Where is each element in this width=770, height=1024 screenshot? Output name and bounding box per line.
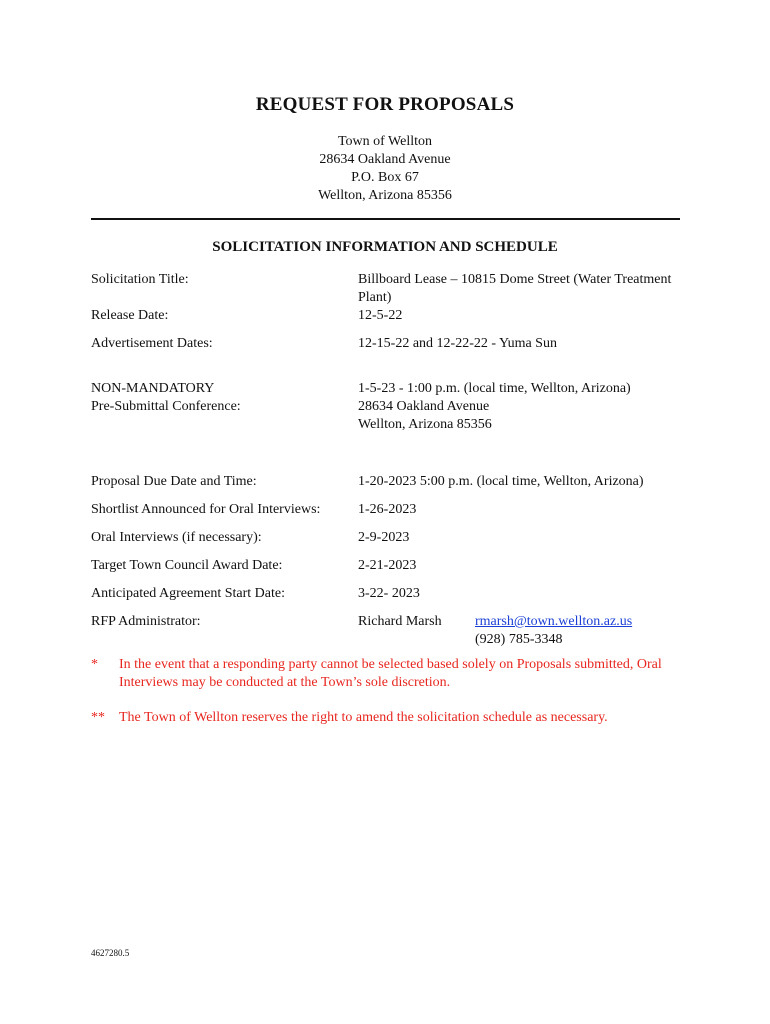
release-date-label: Release Date: xyxy=(91,308,169,323)
proposal-due-value: 1-20-2023 5:00 p.m. (local time, Wellton, Arizona) xyxy=(358,474,644,489)
conference-label-line1: NON-MANDATORY xyxy=(91,381,215,396)
release-date-value: 12-5-22 xyxy=(358,308,403,323)
shortlist-value: 1-26-2023 xyxy=(358,502,417,517)
document-number: 4627280.5 xyxy=(91,948,130,958)
administrator-email-link[interactable]: rmarsh@town.wellton.az.us xyxy=(475,614,633,629)
conference-value-line2: 28634 Oakland Avenue xyxy=(358,399,490,414)
address-line: Wellton, Arizona 85356 xyxy=(318,188,452,203)
advertisement-dates-label: Advertisement Dates: xyxy=(91,336,213,351)
address-line: 28634 Oakland Avenue xyxy=(319,152,451,167)
horizontal-divider xyxy=(91,218,680,220)
administrator-phone: (928) 785-3348 xyxy=(475,632,563,647)
conference-label-line2: Pre-Submittal Conference: xyxy=(91,399,241,414)
section-heading: SOLICITATION INFORMATION AND SCHEDULE xyxy=(212,239,558,255)
agreement-start-label: Anticipated Agreement Start Date: xyxy=(91,586,285,601)
administrator-label: RFP Administrator: xyxy=(91,614,201,629)
address-block xyxy=(0,133,770,205)
note-marker: ** xyxy=(91,710,105,725)
oral-interviews-label: Oral Interviews (if necessary): xyxy=(91,530,262,545)
note-text-line1: In the event that a responding party cannot be selected based solely on Proposals submitted, Oral xyxy=(119,657,662,672)
shortlist-label: Shortlist Announced for Oral Interviews: xyxy=(91,502,321,517)
note-marker: * xyxy=(91,657,98,672)
address-line: P.O. Box 67 xyxy=(351,170,419,185)
advertisement-dates-value: 12-15-22 and 12-22-22 - Yuma Sun xyxy=(358,336,557,351)
council-award-label: Target Town Council Award Date: xyxy=(91,558,283,573)
agreement-start-value: 3-22- 2023 xyxy=(358,586,420,601)
administrator-name: Richard Marsh xyxy=(358,614,442,629)
solicitation-title-value-line2: Plant) xyxy=(358,290,392,305)
address-line: Town of Wellton xyxy=(337,134,433,149)
solicitation-title-label: Solicitation Title: xyxy=(91,272,189,287)
conference-value-line3: Wellton, Arizona 85356 xyxy=(358,417,492,432)
oral-interviews-value: 2-9-2023 xyxy=(358,530,410,545)
document-title: REQUEST FOR PROPOSALS xyxy=(255,94,515,115)
conference-value-line1: 1-5-23 - 1:00 p.m. (local time, Wellton, Arizona) xyxy=(358,381,631,396)
solicitation-title-value-line1: Billboard Lease – 10815 Dome Street (Water Treatment xyxy=(358,272,672,287)
note-text-line2: Interviews may be conducted at the Town’s sole discretion. xyxy=(119,675,451,690)
note-text-line1: The Town of Wellton reserves the right to amend the solicitation schedule as necessary. xyxy=(119,710,608,725)
council-award-value: 2-21-2023 xyxy=(358,558,417,573)
proposal-due-label: Proposal Due Date and Time: xyxy=(91,474,257,489)
